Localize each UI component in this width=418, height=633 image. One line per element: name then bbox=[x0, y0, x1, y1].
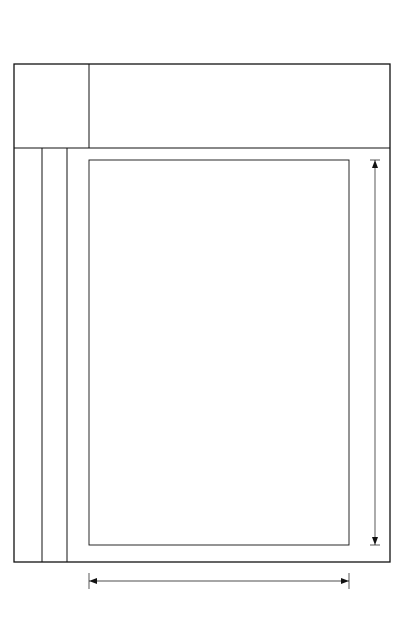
info-table-frame bbox=[14, 64, 390, 148]
form-outer-frame bbox=[14, 64, 390, 562]
scale-area bbox=[89, 160, 349, 545]
